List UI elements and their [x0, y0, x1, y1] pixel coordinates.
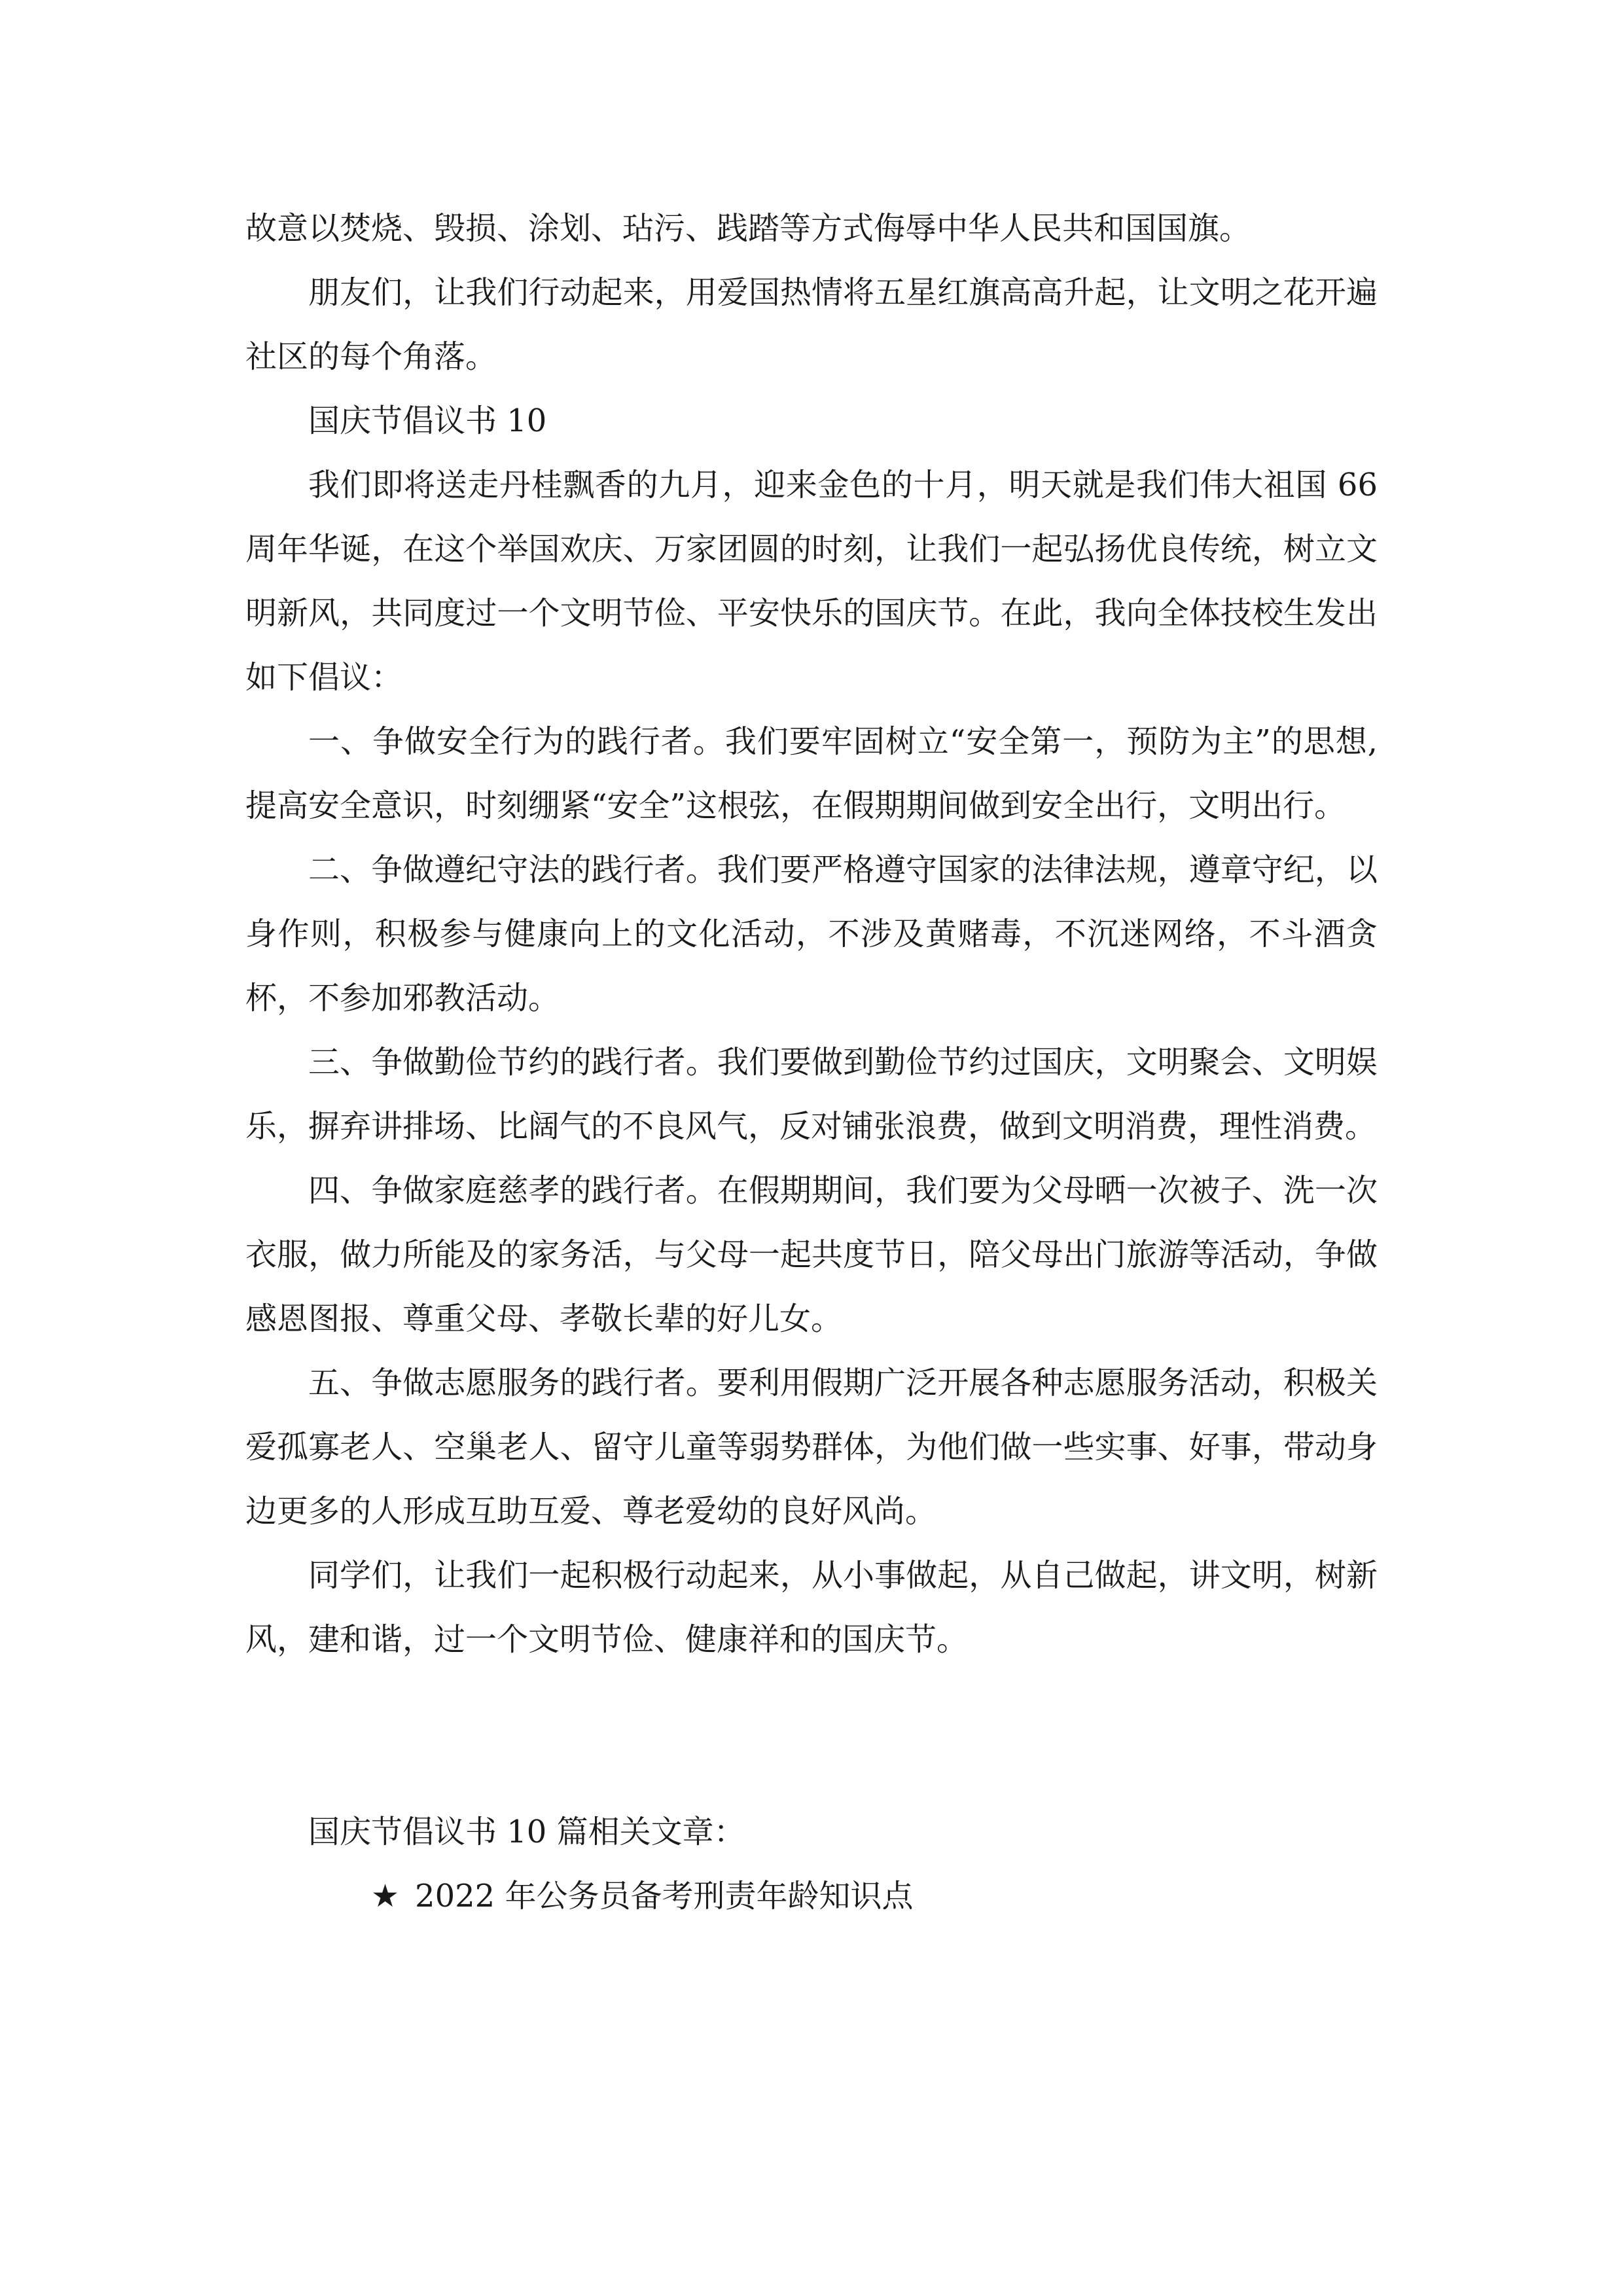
paragraph-thrift: 三、争做勤俭节约的践行者。我们要做到勤俭节约过国庆，文明聚会、文明娱乐，摒弃讲排场、比阔气的不良风气，反对铺张浪费，做到文明消费，理性消费。 — [245, 1044, 1378, 1145]
section-title: 国庆节倡议书 10 — [308, 403, 547, 439]
paragraph-volunteer: 五、争做志愿服务的践行者。要利用假期广泛开展各种志愿服务活动，积极关爱孤寡老人、空巢老人、留守儿童等弱势群体，为他们做一些实事、好事，带动身边更多的人形成互助互爱、尊老爱幼的良好风尚。 — [245, 1365, 1378, 1530]
paragraph-safety: 一、争做安全行为的践行者。我们要牢固树立“安全第一，预防为主”的思想,提高安全意识，时刻绷紧“安全”这根弦，在假期期间做到安全出行，文明出行。 — [245, 723, 1378, 824]
paragraph-closing: 同学们，让我们一起积极行动起来，从小事做起，从自己做起，讲文明，树新风，建和谐，过一个文明节俭、健康祥和的国庆节。 — [245, 1557, 1378, 1658]
paragraph-flag-law-continuation: 故意以焚烧、毁损、涂划、玷污、践踏等方式侮辱中华人民共和国国旗。 — [245, 210, 1251, 247]
document-content — [245, 196, 1378, 1928]
star-icon: ★ — [371, 1878, 400, 1914]
related-article-link[interactable] — [245, 1864, 1378, 1928]
related-article-title: 2022 年公务员备考刑责年龄知识点 — [415, 1878, 914, 1914]
related-articles-heading: 国庆节倡议书 10 篇相关文章： — [308, 1814, 745, 1850]
paragraph-intro: 我们即将送走丹桂飘香的九月，迎来金色的十月，明天就是我们伟大祖国 66 周年华诞，在这个举国欢庆、万家团圆的时刻，让我们一起弘扬优良传统，树立文明新风，共同度过一个文明节俭、平安快乐的国庆节。在此，我向全体技校生发出如下倡议： — [245, 467, 1378, 696]
paragraph-filial-piety: 四、争做家庭慈孝的践行者。在假期期间，我们要为父母晒一次被子、洗一次衣服，做力所能及的家务活，与父母一起共度节日，陪父母出门旅游等活动，争做感恩图报、尊重父母、孝敬长辈的好儿女。 — [245, 1172, 1378, 1337]
paragraph-law-abiding: 二、争做遵纪守法的践行者。我们要严格遵守国家的法律法规，遵章守纪，以身作则，积极参与健康向上的文化活动，不涉及黄赌毒，不沉迷网络，不斗酒贪杯，不参加邪教活动。 — [245, 852, 1378, 1016]
paragraph-call-to-action: 朋友们，让我们行动起来，用爱国热情将五星红旗高高升起，让文明之花开遍社区的每个角落。 — [245, 274, 1378, 375]
section-spacer — [245, 1672, 1378, 1800]
